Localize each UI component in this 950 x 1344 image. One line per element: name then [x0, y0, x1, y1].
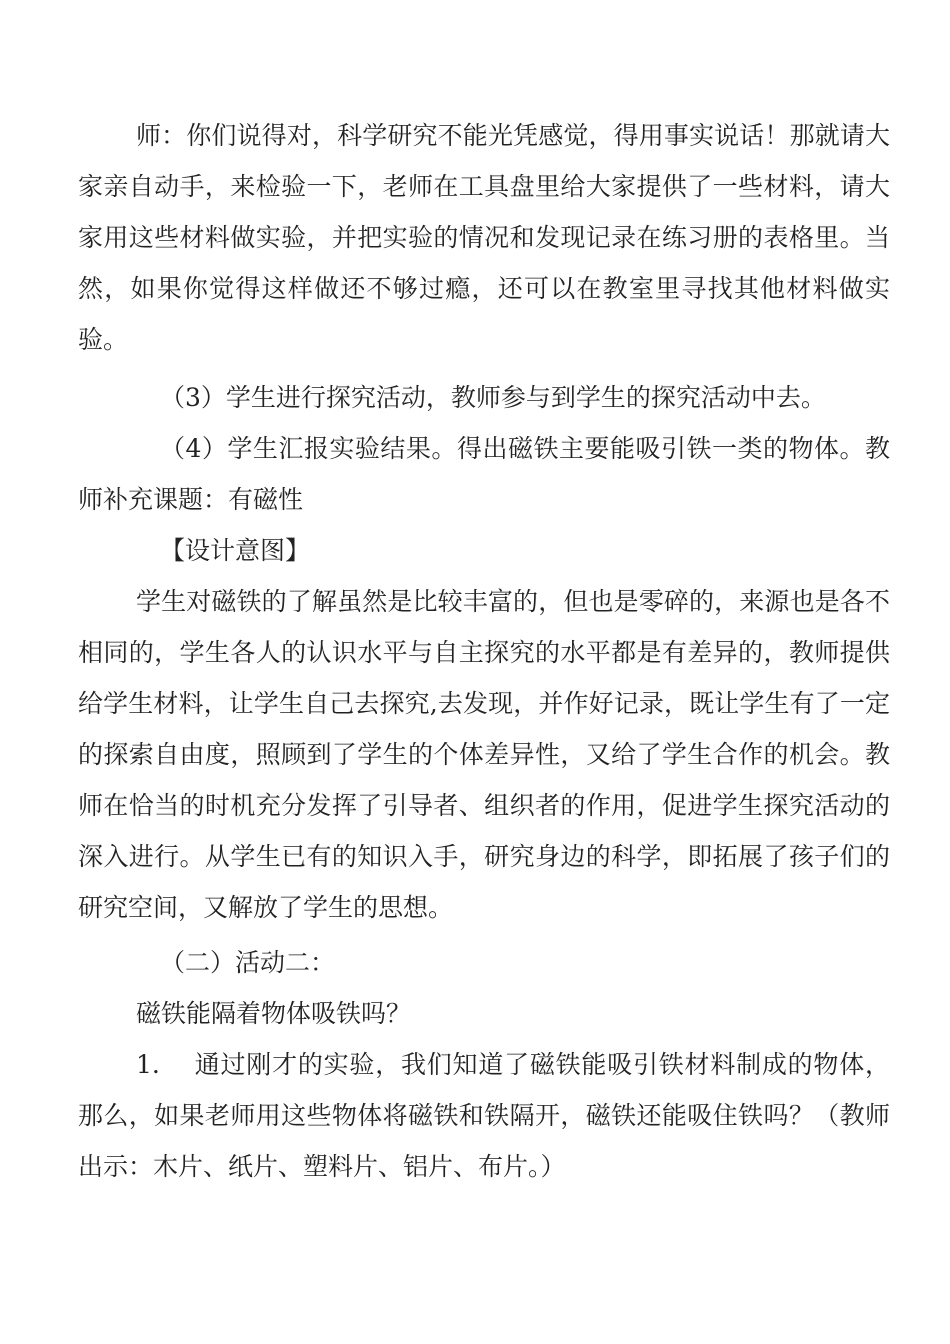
paragraph-step-3: （3）学生进行探究活动，教师参与到学生的探究活动中去。	[160, 383, 826, 412]
paragraph-design-intent: 学生对磁铁的了解虽然是比较丰富的，但也是零碎的，来源也是各不相同的，学生各人的认识水平与自主探究的水平都是有差异的，教师提供给学生材料，让学生自己去探究,去发现，并作好记录，既让学生有了一定的探索自由度，照顾到了学生的个体差异性，又给了学生合作的机会。教师在恰当的时机充分发挥了引导者、组织者的作用，促进学生探究活动的深入进行。从学生已有的知识入手，研究身边的科学，即拓展了孩子们的研究空间，又解放了学生的思想。	[78, 587, 890, 922]
document-body	[78, 110, 890, 1192]
paragraph-step-4: （4）学生汇报实验结果。得出磁铁主要能吸引铁一类的物体。教师补充课题：有磁性	[78, 434, 890, 514]
section-heading-design-intent: 【设计意图】	[160, 536, 311, 565]
paragraph-teacher-dialogue: 师：你们说得对，科学研究不能光凭感觉，得用事实说话！那就请大家亲自动手，来检验一下，老师在工具盘里给大家提供了一些材料，请大家用这些材料做实验，并把实验的情况和发现记录在练习册的表格里。当然，如果你觉得这样做还不够过瘾，还可以在教室里寻找其他材料做实验。	[78, 121, 890, 354]
paragraph-activity-question: 磁铁能隔着物体吸铁吗？	[136, 999, 412, 1028]
paragraph-item-1: 1. 通过刚才的实验，我们知道了磁铁能吸引铁材料制成的物体，那么，如果老师用这些物体将磁铁和铁隔开，磁铁还能吸住铁吗？（教师出示：木片、纸片、塑料片、铝片、布片。）	[78, 1050, 890, 1181]
section-heading-activity-two: （二）活动二：	[160, 948, 336, 977]
